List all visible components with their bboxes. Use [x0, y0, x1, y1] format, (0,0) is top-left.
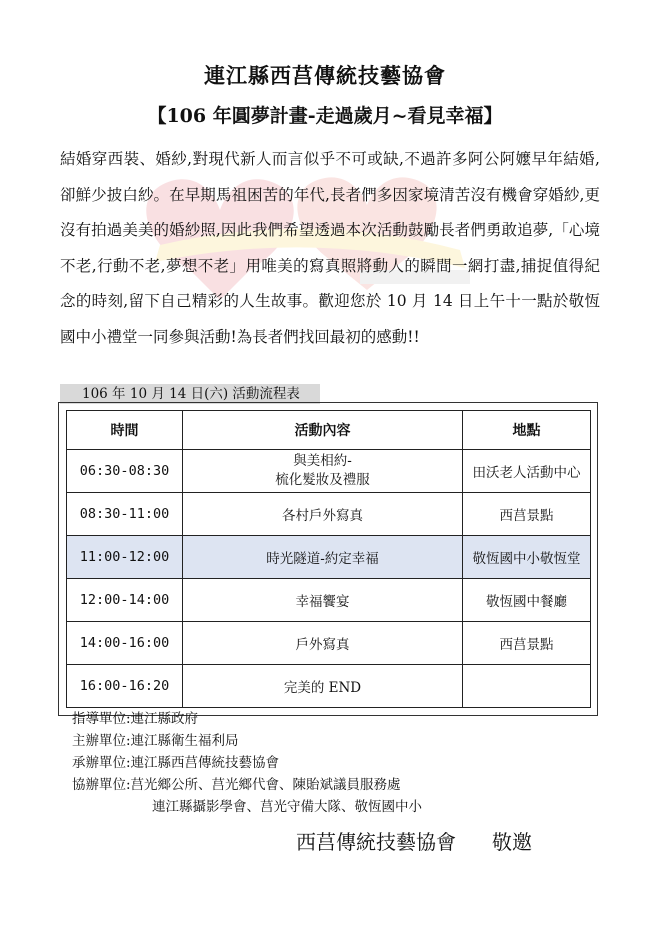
schedule-table: [66, 410, 591, 708]
row-time: 08:30-11:00: [67, 493, 183, 536]
table-row: [67, 579, 591, 622]
table-row: [67, 493, 591, 536]
row-content: 各村戶外寫真: [183, 493, 463, 536]
row-time: 12:00-14:00: [67, 579, 183, 622]
organizer-undertaker: 承辦單位:連江縣西莒傳統技藝協會: [72, 755, 280, 771]
schedule-table-frame: [58, 402, 598, 716]
table-row: [67, 622, 591, 665]
row-location: 西莒景點: [463, 493, 591, 536]
schedule-header-row: [67, 411, 591, 450]
table-row: [67, 450, 591, 493]
page-title: 連江縣西莒傳統技藝協會: [204, 63, 446, 88]
row-content: 完美的 END: [183, 665, 463, 708]
page-subtitle: 【106 年圓夢計畫-走過歲月~看見幸福】: [147, 105, 503, 127]
row-content-line: 梳化髮妝及禮服: [275, 472, 370, 488]
organizer-host: 主辦單位:連江縣衛生福利局: [72, 733, 239, 749]
organizer-guidance: 指導單位:連江縣政府: [72, 711, 199, 727]
header-time: 時間: [67, 411, 183, 450]
row-time: 16:00-16:20: [67, 665, 183, 708]
row-content-line: 與美相約-: [293, 453, 352, 469]
header-location: 地點: [463, 411, 591, 450]
table-row-highlighted: [67, 536, 591, 579]
organizers-list: [72, 708, 422, 818]
row-location: 敬恆國中小敬恆堂: [463, 536, 591, 579]
signature: [296, 826, 532, 855]
signature-closing: 敬邀: [492, 830, 532, 854]
intro-paragraph: 結婚穿西裝、婚紗,對現代新人而言似乎不可或缺,不過許多阿公阿嬤早年結婚,卻鮮少披白紗。在早期馬祖困苦的年代,長者們多因家境清苦沒有機會穿婚紗,更沒有拍過美美的婚紗照,因此我們希望透過本次活動鼓勵長者們勇敢追夢,「心境不老,行動不老,夢想不老」用唯美的寫真照將動人的瞬間一網打盡,捕捉值得紀念的時刻,留下自己精彩的人生故事。歡迎您於 10 月 14 日上午十一點於敬恆國中小禮堂一同參與活動!為長者們找回最初的感動!!: [60, 150, 600, 346]
signature-org: 西莒傳統技藝協會: [296, 830, 456, 854]
row-content: 幸福饗宴: [183, 579, 463, 622]
row-location: 西莒景點: [463, 622, 591, 665]
row-time: 11:00-12:00: [67, 536, 183, 579]
schedule-label: 106 年 10 月 14 日(六) 活動流程表: [60, 384, 320, 404]
organizer-co-line2: 連江縣攝影學會、莒光守備大隊、敬恆國中小: [152, 799, 422, 815]
row-content: [183, 450, 463, 493]
row-time: 14:00-16:00: [67, 622, 183, 665]
row-content: 時光隧道-約定幸福: [183, 536, 463, 579]
row-location: 敬恆國中餐廳: [463, 579, 591, 622]
row-location: [463, 665, 591, 708]
row-content: 戶外寫真: [183, 622, 463, 665]
row-location: 田沃老人活動中心: [463, 450, 591, 493]
organizer-co-line1: 協辦單位:莒光鄉公所、莒光鄉代會、陳貽斌議員服務處: [72, 777, 401, 793]
row-time: 06:30-08:30: [67, 450, 183, 493]
table-row: [67, 665, 591, 708]
header-content: 活動內容: [183, 411, 463, 450]
